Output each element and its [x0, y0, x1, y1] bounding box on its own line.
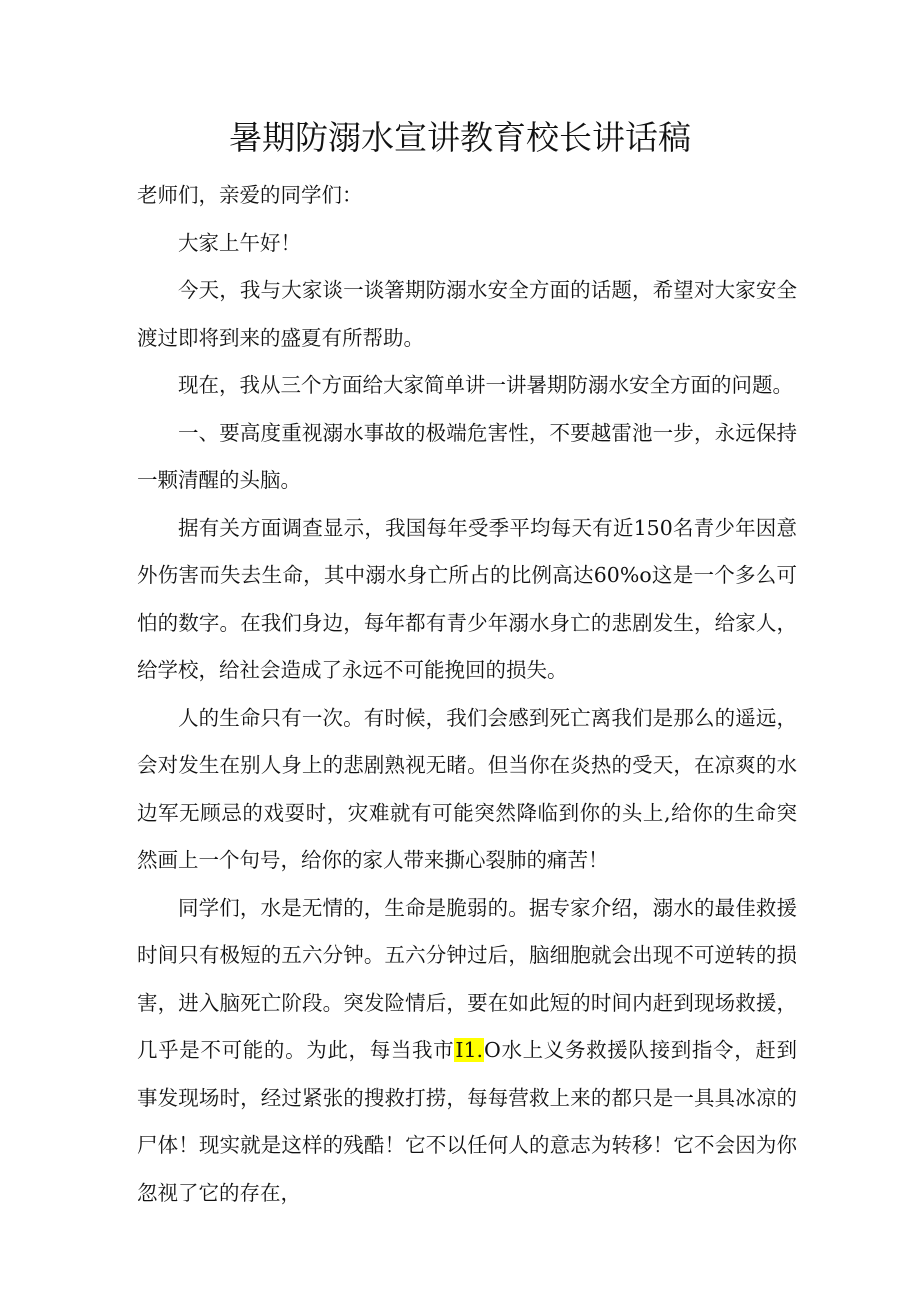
paragraph-point-one: 一、要高度重视溺水事故的极端危害性，不要越雷池一步，永远保持一颗清醒的头脑。 — [137, 420, 797, 492]
document-body — [137, 172, 797, 1217]
paragraph-rescue-time — [137, 885, 797, 1218]
paragraph-rescue-time-part1: 同学们，水是无情的，生命是脆弱的。据专家介绍，溺水的最佳救援时间只有极短的五六分钟。五六分钟过后，脑细胞就会出现不可逆转的损害，进入脑死亡阶段。突发险情后，要在如此短的时间内赶到现场救援，几乎是不可能的。为此，每当我市 — [137, 895, 797, 1062]
paragraph-statistics: 据有关方面调查显示，我国每年受季平均每天有近150名青少年因意外伤害而失去生命，其中溺水身亡所占的比例高达60%o这是一个多么可怕的数字。在我们身边，每年都有青少年溺水身亡的悲剧发生，给家人，给学校，给社会造成了永远不可能挽回的损失。 — [137, 515, 797, 682]
paragraph-life-once: 人的生命只有一次。有时候，我们会感到死亡离我们是那么的遥远，会对发生在别人身上的悲剧熟视无睹。但当你在炎热的受天，在凉爽的水边军无顾忌的戏耍时，灾难就有可能突然降临到你的头上,给你的生命突然画上一个句号，给你的家人带来撕心裂肺的痛苦！ — [137, 705, 797, 872]
salutation: 老师们，亲爱的同学们： — [137, 183, 363, 207]
paragraph-intro: 今天，我与大家谈一谈箸期防溺水安全方面的话题，希望对大家安全渡过即将到来的盛夏有所帮助。 — [137, 278, 797, 350]
highlighted-text: I1. — [455, 1038, 484, 1062]
paragraph-overview: 现在，我从三个方面给大家简单讲一讲暑期防溺水安全方面的问题。 — [178, 373, 793, 397]
greeting: 大家上午好！ — [178, 230, 301, 255]
paragraph-rescue-time-part2: O水上义务救援队接到指令，赶到事发现场时，经过紧张的搜救打捞，每每营救上来的都只是一具具冰凉的尸体！现实就是这样的残酷！它不以任何人的意志为转移！它不会因为你忽视了它的存在， — [137, 1038, 798, 1205]
document-title: 暑期防溺水宣讲教育校长讲话稿 — [229, 118, 691, 157]
